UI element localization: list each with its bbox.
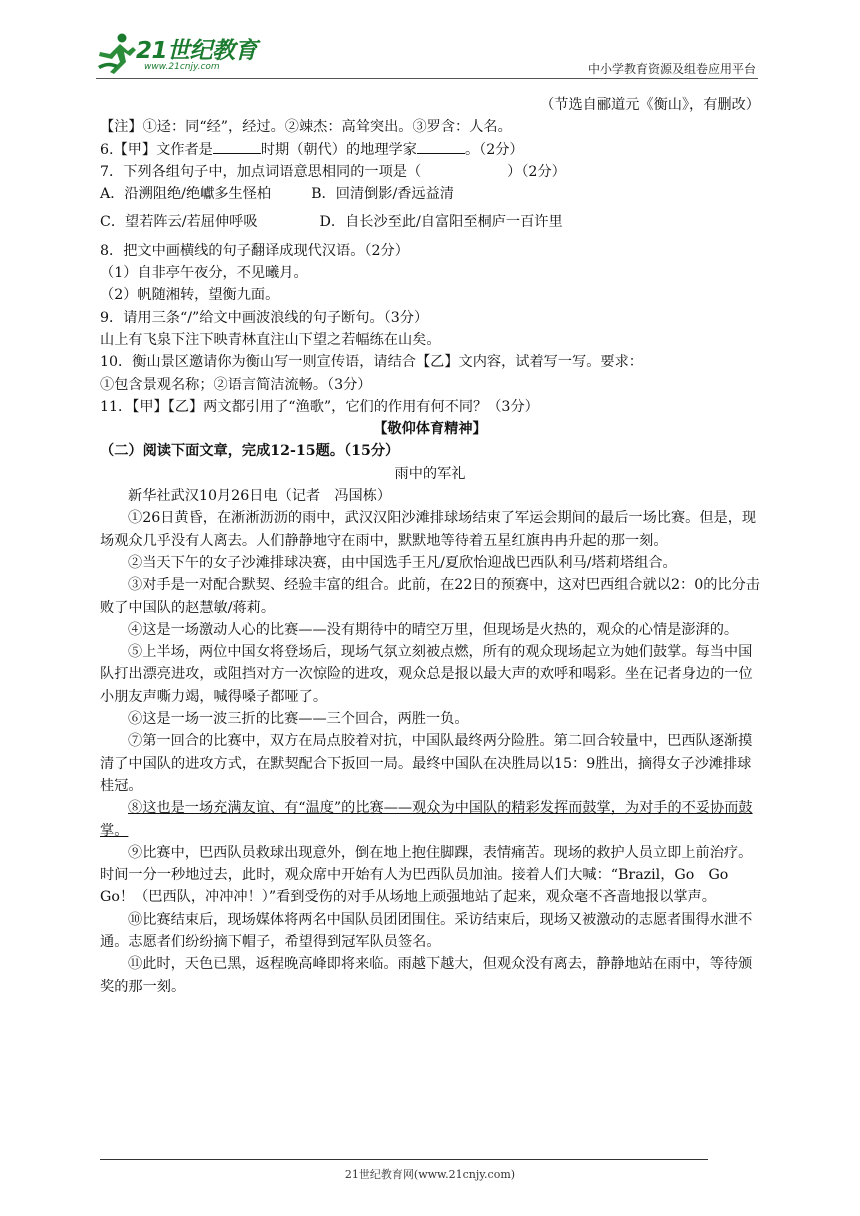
q7-option-a: A．沿溯阻绝/绝巘多生怪柏 [100, 186, 272, 203]
annotation-note: 【注】①迳：同“经”，经过。②竦杰：高耸突出。③罗含：人名。 [100, 119, 512, 136]
article-paragraph: ⑥这是一场一波三折的比赛——三个回合，两胜一负。 [128, 711, 469, 728]
question-10: 10．衡山景区邀请你为衡山写一则宣传语，请结合【乙】文内容，试着写一写。要求： [100, 354, 643, 371]
article-title: 雨中的军礼 [394, 465, 466, 482]
page-footer[interactable]: 21世纪教育网(www.21cnjy.com) [344, 1168, 516, 1181]
q6-prefix: 6.【甲】文作者是 [100, 141, 213, 158]
question-11: 11．【甲】【乙】两文都引用了“渔歌”，它们的作用有何不同？（3分） [100, 398, 539, 415]
article-paragraph: ⑪此时，天色已黑，返程晚高峰即将来临。雨越下越大，但观众没有离去，静静地站在雨中，等待颁奖的那一刻。 [100, 956, 753, 995]
q7-options-ab [100, 183, 760, 205]
q6-middle: 时期（朝代）的地理学家 [260, 141, 417, 158]
answer-blank[interactable] [213, 139, 261, 154]
q7-stem: 7．下列各组句子中，加点词语意思相同的一项是（ [100, 163, 422, 180]
article-paragraph: ⑤上半场，两位中国女将登场后，现场气氛立刻被点燃，所有的观众现场起立为她们鼓掌。每当中国队打出漂亮进攻，或阻挡对方一次惊险的进攻，观众总是报以最大声的欢呼和喝彩。坐在记者身边的一位小朋友声嘶力竭，喊得嗓子都哑了。 [100, 644, 753, 705]
question-8: 8．把文中画横线的句子翻译成现代汉语。（2分） [100, 242, 409, 259]
article-paragraph-underlined: ⑧这也是一场充满友谊、有“温度”的比赛——观众为中国队的精彩发挥而鼓掌，为对手的不妥协而鼓掌。 [100, 800, 753, 839]
question-8-2: （2）帆随湘转，望衡九面。 [100, 287, 280, 304]
q6-suffix: 。（2分） [464, 141, 524, 158]
platform-label: 中小学教育资源及组卷应用平台 [587, 62, 756, 76]
article-paragraph: ④这是一场激动人心的比赛——没有期待中的晴空万里，但现场是火热的，观众的心情是澎湃的。 [128, 621, 739, 638]
q7-options-cd [100, 211, 760, 233]
part-2-heading: （二）阅读下面文章，完成12-15题。（15分） [100, 443, 400, 460]
section-title: 【敬仰体育精神】 [373, 421, 487, 438]
article-paragraph: ②当天下午的女子沙滩排球决赛，由中国选手王凡/夏欣怡迎战巴西队利马/塔莉塔组合。 [128, 554, 677, 571]
logo-url: www.21cnjy.com [144, 62, 220, 72]
question-9: 9．请用三条“/”给文中画波浪线的句子断句。（3分） [100, 309, 429, 326]
question-10-requirements: ①包含景观名称；②语言简洁流畅。（3分） [100, 376, 372, 393]
article-paragraph: ①26日黄昏，在淅淅沥沥的雨中，武汉汉阳沙滩排球场结束了军运会期间的最后一场比赛。但是，现场观众几乎没有人离去。人们静静地守在雨中，默默地等待着五星红旗冉冉升起的那一刻。 [100, 510, 757, 549]
article-paragraph: ⑩比赛结束后，现场媒体将两名中国队员团团围住。采访结束后，现场又被激动的志愿者围得水泄不通。志愿者们纷纷摘下帽子，希望得到冠军队员签名。 [100, 911, 753, 950]
footer-divider [100, 1159, 708, 1160]
question-9-text: 山上有飞泉下注下映青林直注山下望之若幅练在山矣。 [100, 331, 441, 348]
answer-blank[interactable] [417, 139, 465, 154]
q7-option-b: B．回清倒影/香远益清 [311, 186, 454, 203]
runner-icon [96, 32, 138, 76]
q7-option-c: C．望若阵云/若屈伸呼吸 [100, 214, 258, 231]
page-header [96, 30, 758, 79]
article-paragraph: ⑦第一回合的比赛中，双方在局点胶着对抗，中国队最终两分险胜。第二回合较量中，巴西队逐渐摸清了中国队的进攻方式，在默契配合下扳回一局。最终中国队在决胜局以15：9胜出，摘得女子沙滩排球桂冠。 [100, 733, 753, 794]
question-6 [100, 139, 760, 161]
site-logo[interactable] [96, 32, 266, 76]
q7-score: ）（2分） [507, 163, 566, 180]
article-paragraph: ③对手是一对配合默契、经验丰富的组合。此前，在22日的预赛中，这对巴西组合就以2：0的比分击败了中国队的赵慧敏/蒋莉。 [100, 577, 760, 616]
document-body [100, 94, 760, 998]
article-paragraph: ⑨比赛中，巴西队员救球出现意外，倒在地上抱住脚踝，表情痛苦。现场的救护人员立即上前治疗。时间一分一秒地过去，此时，观众席中开始有人为巴西队员加油。接着人们大喊：“Brazil，Go Go Go！（巴西队，冲冲冲！）”看到受伤的对手从场地上顽强地站了起来，观众毫不吝啬地报以掌声。 [100, 844, 753, 906]
source-citation: （节选自郦道元《衡山》，有删改） [540, 97, 760, 113]
q7-option-d: D．自长沙至此/自富阳至桐庐一百许里 [319, 214, 563, 231]
question-7 [100, 161, 760, 183]
question-8-1: （1）自非亭午夜分，不见曦月。 [100, 265, 308, 282]
logo-text: 21世纪教育 [136, 38, 258, 64]
article-dateline: 新华社武汉10月26日电（记者 冯国栋） [128, 488, 392, 505]
